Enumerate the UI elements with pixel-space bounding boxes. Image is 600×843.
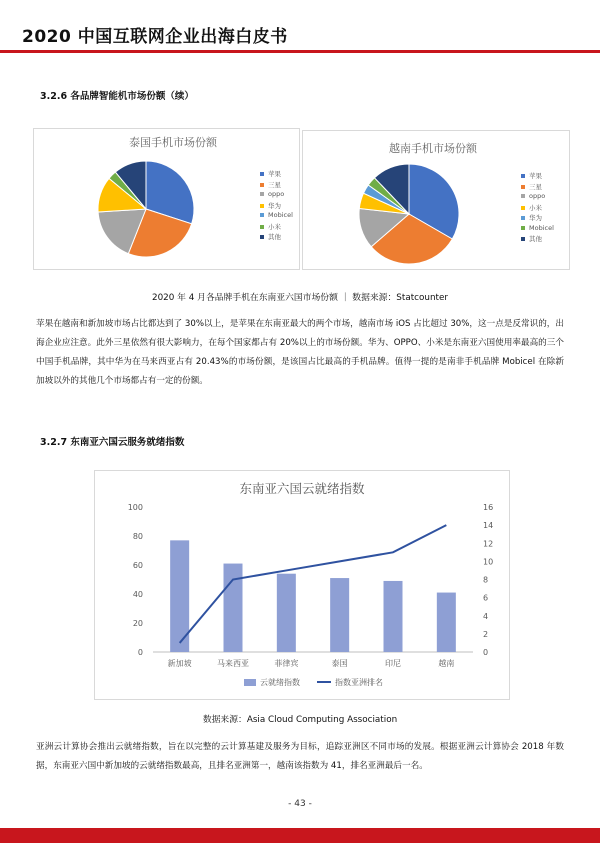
y-tick-label: 80 (132, 532, 143, 541)
legend-label: oppo (268, 190, 285, 198)
legend-label: 云就绪指数 (260, 678, 300, 687)
legend-item (260, 211, 293, 219)
thailand-pie-chart (33, 128, 300, 270)
footer-bar (0, 828, 600, 843)
legend-label: 苹果 (529, 172, 542, 180)
y-tick-label: 100 (127, 503, 143, 512)
chart-title: 东南亚六国云就绪指数 (239, 481, 365, 496)
pie-svg (34, 129, 299, 269)
bar (224, 564, 243, 652)
legend-swatch (260, 225, 264, 229)
legend-item (260, 169, 281, 178)
section-heading-3-2-7: 3.2.7 东南亚六国云服务就绪指数 (40, 437, 185, 448)
y2-tick-label: 14 (483, 521, 494, 531)
vietnam-pie-chart (302, 130, 570, 270)
bar (384, 581, 403, 652)
figure-caption-2: 数据来源：Asia Cloud Computing Association (202, 715, 398, 725)
header-rule (0, 50, 600, 53)
legend-swatch (260, 204, 264, 208)
y2-tick-label: 0 (483, 648, 489, 657)
y-tick-label: 60 (132, 561, 143, 570)
legend-label: 华为 (268, 201, 281, 210)
legend-swatch (260, 235, 264, 239)
legend-label: 其他 (268, 233, 281, 241)
y2-tick-label: 6 (483, 593, 489, 603)
y-tick-label: 0 (137, 648, 143, 657)
bar (277, 574, 296, 652)
x-tick-label: 马来西亚 (217, 659, 249, 668)
figure-caption-1: 2020 年 4 月各品牌手机在东南亚六国市场份额 ｜ 数据来源：Statcounter (151, 293, 448, 303)
legend-item (260, 232, 281, 241)
legend-label: Mobicel (529, 223, 554, 232)
combo-svg (95, 471, 509, 699)
pie-title: 泰国手机市场份额 (129, 136, 217, 149)
legend-item (521, 213, 542, 222)
y2-tick-label: 12 (483, 539, 494, 549)
legend-label: 其他 (529, 235, 542, 243)
legend-swatch (244, 679, 256, 686)
legend-label: Mobicel (268, 211, 293, 219)
body-paragraph-2: 亚洲云计算协会推出云就绪指数，旨在以完整的云计算基建及服务为目标，追踪亚洲区不同市场的发展。根据亚洲云计算协会 2018 年数据，东南亚六国中新加坡的云就绪指数最高，且排名亚洲第一，越南该指数为 41，排名亚洲最后一名。 (36, 742, 564, 771)
pie-title: 越南手机市场份额 (389, 142, 477, 155)
legend-swatch (521, 194, 525, 198)
legend-swatch (260, 192, 264, 196)
legend-label: 三星 (529, 182, 542, 191)
y2-tick-label: 4 (483, 611, 489, 621)
legend-item (260, 201, 281, 210)
legend-label: 苹果 (268, 170, 281, 178)
legend-label: 指数亚洲排名 (335, 678, 383, 687)
legend-swatch (521, 206, 525, 210)
legend-item (521, 182, 542, 191)
legend-swatch (260, 213, 264, 217)
legend-swatch (260, 172, 264, 176)
body-paragraph-1: 苹果在越南和新加坡市场占比都达到了 30%以上，是苹果在东南亚最大的两个市场，越南市场 iOS 占比超过 30%，这一点是反常识的，出海企业应注意。此外三星依然有很大影响力，在每个国家都占有 20%以上的市场份额。华为、OPPO、小米是东南亚六国使用率最高的三个中国手机品牌，其中华为在马来西亚占有 20.43%的市场份额，是该国占比最高的手机品牌。值得一提的是南非手机品牌 Mobicel 在除新加坡以外的其他几个市场都占有一定的份额。 (36, 319, 564, 386)
legend-swatch (521, 226, 525, 230)
bar (437, 593, 456, 652)
y2-tick-label: 16 (483, 503, 494, 512)
pie-svg (303, 131, 569, 269)
y-tick-label: 40 (132, 590, 143, 599)
legend-label: 小米 (529, 203, 542, 212)
x-tick-label: 印尼 (385, 659, 401, 668)
x-tick-label: 越南 (438, 659, 455, 668)
x-tick-label: 菲律宾 (274, 659, 299, 668)
section-heading-3-2-6: 3.2.6 各品牌智能机市场份额（续） (40, 91, 194, 102)
x-tick-label: 泰国 (331, 659, 348, 668)
page-number: - 43 - (288, 799, 312, 809)
legend-swatch (521, 237, 525, 241)
legend-label: 三星 (268, 180, 281, 189)
legend-item (521, 203, 542, 212)
legend-label: 小米 (268, 222, 281, 231)
x-tick-label: 新加坡 (167, 659, 192, 668)
legend-swatch (521, 185, 525, 189)
legend-item (260, 222, 281, 231)
legend-item (521, 224, 554, 232)
legend-swatch (521, 174, 525, 178)
legend-item (260, 190, 284, 198)
page-header-title: 2020 中国互联网企业出海白皮书 (22, 27, 288, 47)
line-series (180, 525, 447, 643)
legend-item (521, 171, 542, 180)
legend-item (260, 180, 281, 189)
legend-swatch (521, 216, 525, 220)
legend-item (521, 192, 545, 200)
y2-tick-label: 2 (483, 629, 489, 639)
y2-tick-label: 10 (483, 557, 494, 567)
cloud-readiness-chart (94, 470, 510, 700)
bar (330, 578, 349, 652)
legend-swatch (260, 183, 264, 187)
legend-label: 华为 (529, 214, 542, 222)
y2-tick-label: 8 (483, 575, 489, 585)
y-tick-label: 20 (132, 619, 143, 628)
legend-label: oppo (529, 192, 546, 200)
legend-item (521, 234, 542, 243)
